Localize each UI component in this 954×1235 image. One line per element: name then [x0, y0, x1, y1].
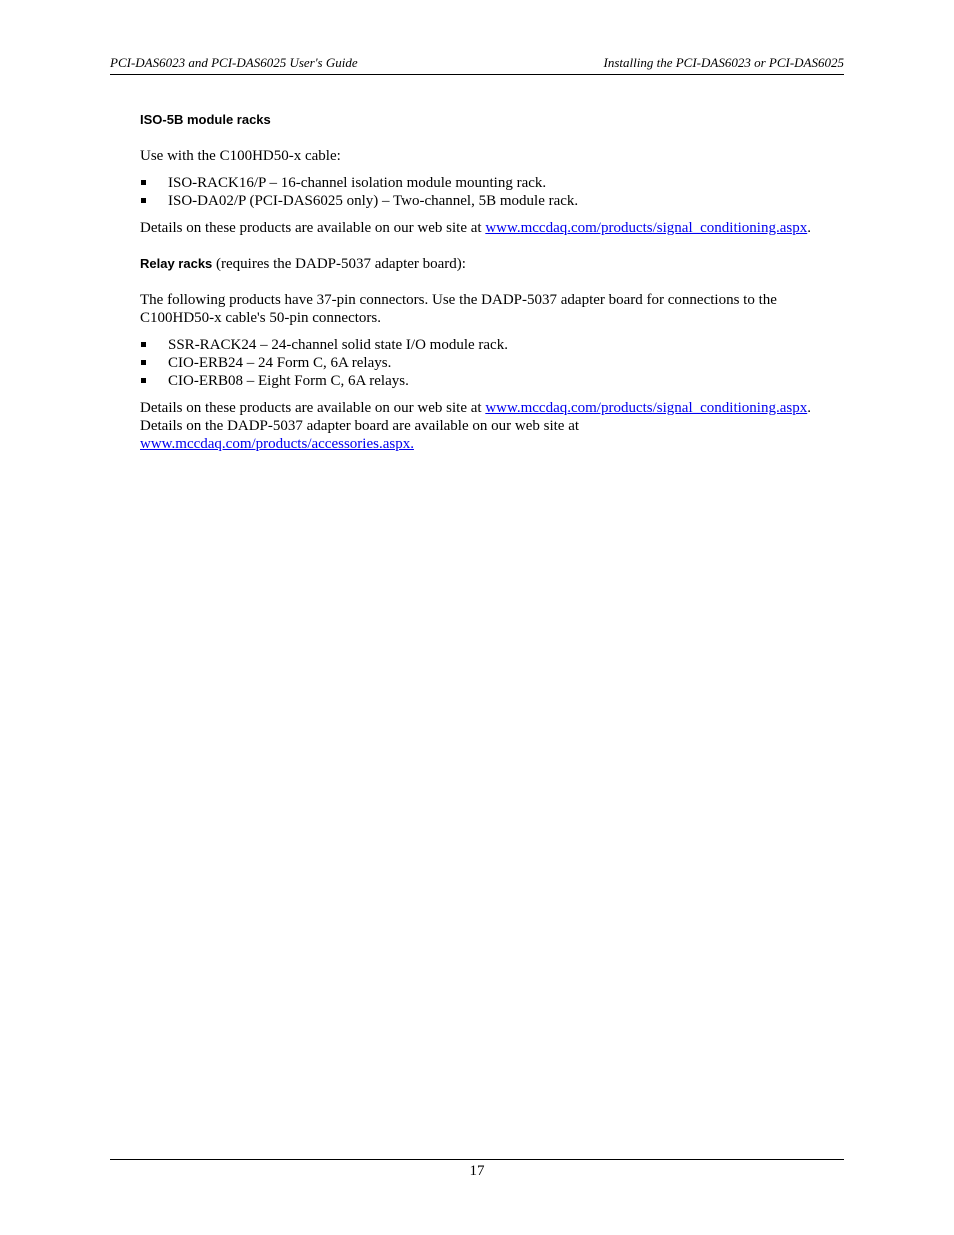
list-item	[140, 336, 845, 354]
relay-section-heading: Relay racks	[140, 256, 213, 271]
list-item	[140, 372, 845, 390]
signal-conditioning-link[interactable]: www.mccdaq.com/products/signal_conditioning.aspx	[485, 400, 808, 416]
adapter-details-text: Details on the DADP-5037 adapter board are available on our web site at	[140, 418, 580, 434]
list-item-text: SSR-RACK24 – 24-channel solid state I/O module rack.	[168, 337, 508, 353]
list-item-text: ISO-RACK16/P – 16-channel isolation module mounting rack.	[168, 175, 547, 191]
accessories-link[interactable]: www.mccdaq.com/products/accessories.aspx.	[140, 436, 414, 452]
relay-section-heading-line	[140, 255, 845, 273]
list-item	[140, 174, 845, 192]
signal-conditioning-link[interactable]: www.mccdaq.com/products/signal_conditioning.aspx	[485, 220, 808, 236]
page-footer	[110, 1159, 844, 1180]
page-content	[140, 111, 845, 453]
list-item-text: ISO-DA02/P (PCI-DAS6025 only) – Two-channel, 5B module rack.	[168, 193, 579, 209]
relay-details-suffix: .	[807, 400, 811, 416]
page-number: 17	[469, 1163, 485, 1179]
square-bullet-icon	[141, 378, 146, 383]
relay-intro-text: The following products have 37-pin connectors. Use the DADP-5037 adapter board for connections to the C100HD50-x cable's 50-pin connectors.	[140, 292, 777, 326]
square-bullet-icon	[141, 360, 146, 365]
square-bullet-icon	[141, 198, 146, 203]
list-item	[140, 192, 845, 210]
relay-details-text	[140, 399, 845, 453]
iso-product-list	[140, 174, 845, 210]
iso-section-heading: ISO-5B module racks	[140, 112, 271, 127]
list-item-text: CIO-ERB08 – Eight Form C, 6A relays.	[168, 373, 409, 389]
header-chapter-title: Installing the PCI-DAS6023 or PCI-DAS6025	[603, 55, 844, 70]
page-header	[110, 54, 844, 75]
relay-product-list	[140, 336, 845, 390]
relay-details-prefix: Details on these products are available on our web site at	[140, 400, 486, 416]
header-document-title: PCI-DAS6023 and PCI-DAS6025 User's Guide	[110, 55, 358, 70]
iso-details-prefix: Details on these products are available on our web site at	[140, 220, 486, 236]
list-item-text: CIO-ERB24 – 24 Form C, 6A relays.	[168, 355, 392, 371]
iso-details-suffix: .	[807, 220, 811, 236]
list-item	[140, 354, 845, 372]
relay-heading-suffix: (requires the DADP-5037 adapter board):	[212, 256, 466, 272]
square-bullet-icon	[141, 180, 146, 185]
iso-intro-text: Use with the C100HD50-x cable:	[140, 148, 341, 164]
square-bullet-icon	[141, 342, 146, 347]
iso-details-text	[140, 219, 845, 237]
